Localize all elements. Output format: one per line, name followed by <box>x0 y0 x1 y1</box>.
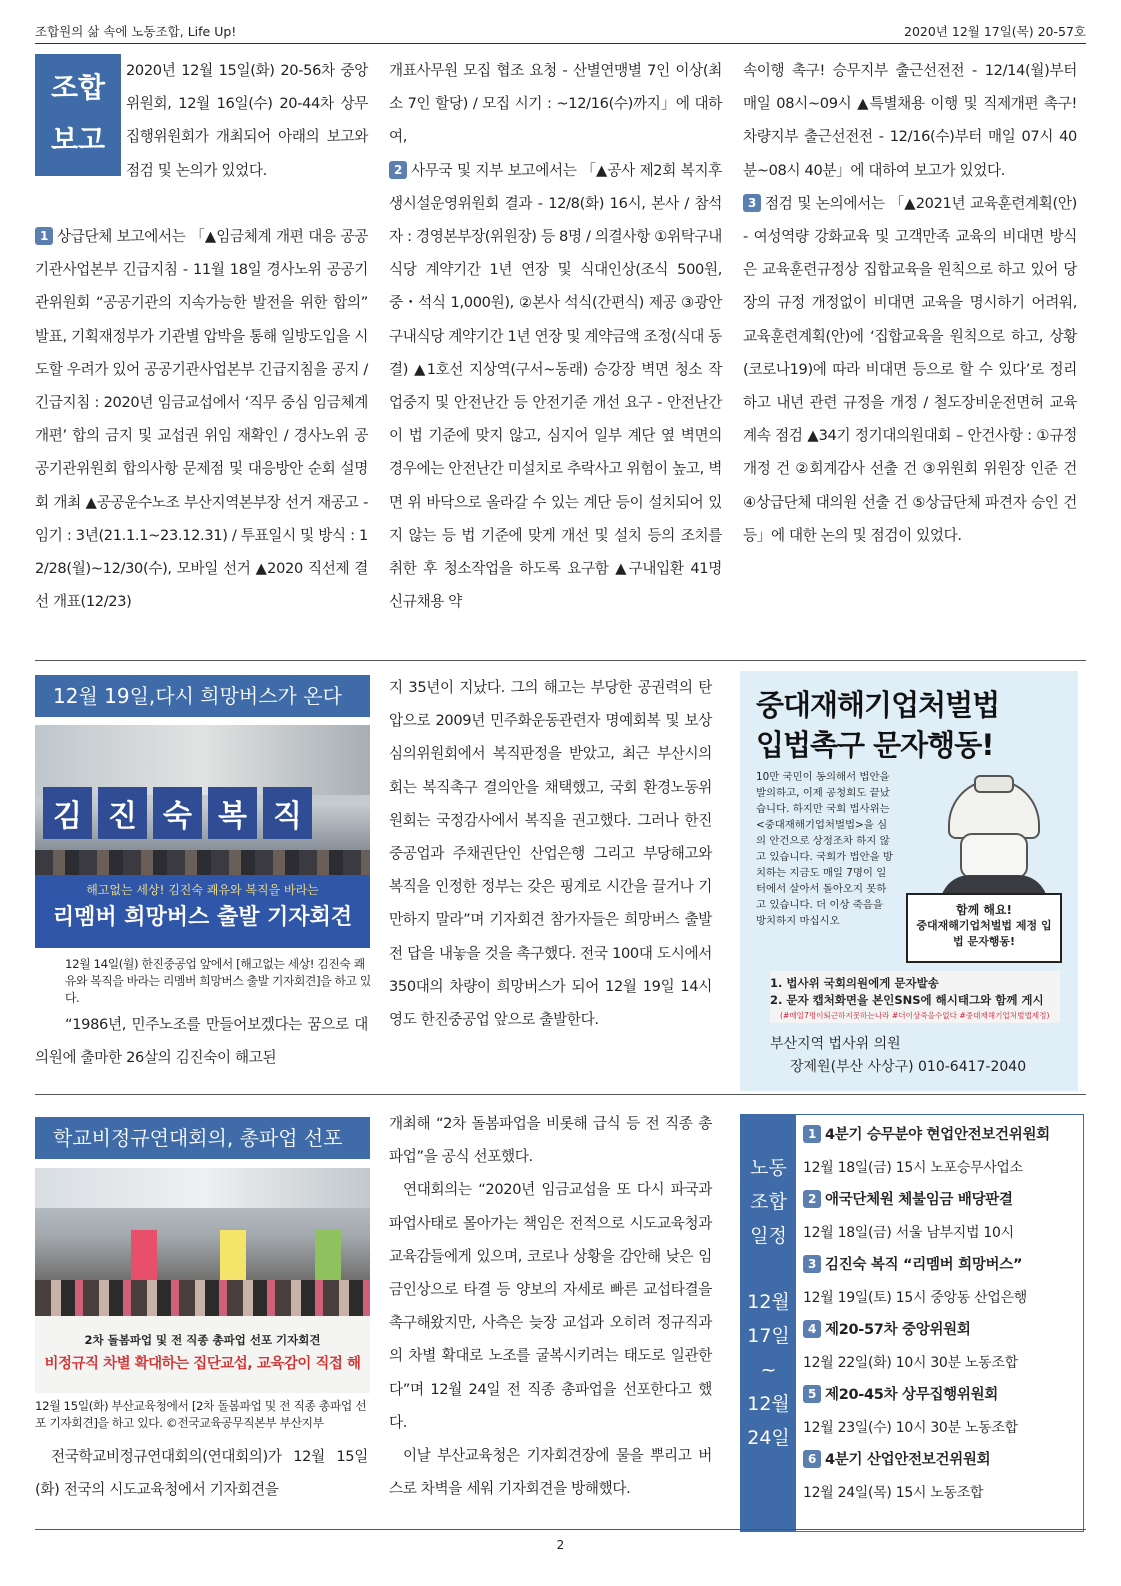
schedule-side-date-line: ~ <box>760 1359 777 1381</box>
schedule-side-title-line: 노동 <box>750 1157 787 1179</box>
schedule-side-title-line: 일정 <box>750 1225 787 1247</box>
school-title: 학교비정규연대회의, 총파업 선포 <box>35 1117 370 1159</box>
schedule-item <box>803 1446 1079 1511</box>
schedule-item-detail: 12월 22일(화) 10시 30분 노동조합 <box>803 1355 1018 1371</box>
poster-steps-box <box>770 971 1060 1023</box>
report-badge <box>35 54 121 176</box>
poster-text: 10만 국민이 동의해서 법안을 발의하고, 이제 공청회도 끝났습니다. 하지만 국회 법사위는 <중대재해기업처벌법>을 심의 안건으로 상정조차 하지 않고 있습니다. 국회가 법안을 방치하는 지금도 매일 7명이 일터에서 살아서 돌아오지 못하고 있습니다. 더 이상 죽음을 방치하지 마십시오 <box>756 771 893 927</box>
bus-body-left: “1986년, 민주노조를 만들어보겠다는 꿈으로 대의원에 출마한 26살의 김진숙이 해고된 <box>35 1016 368 1067</box>
schedule-item-detail: 12월 19일(토) 15시 중앙동 산업은행 <box>803 1290 1028 1306</box>
schedule-item-number: 1 <box>803 1125 821 1143</box>
schedule-side-panel <box>741 1115 796 1531</box>
schedule-item-title <box>803 1251 1079 1280</box>
schedule-side-date-line: 17일 <box>747 1325 790 1347</box>
bus-photo-sign <box>43 787 312 839</box>
poster-sign-2: 중대재해기업처벌법 제정 입법 문자행동! <box>916 919 1052 948</box>
schedule-list <box>803 1121 1079 1511</box>
bus-photo-banner-main: 리멤버 희망버스 출발 기자회견 <box>52 905 353 930</box>
header-issue-date: 2020년 12월 17일(목) 20-57호 <box>904 24 1086 39</box>
schedule-item-title <box>803 1381 1079 1410</box>
poster-title-2: 입법촉구 문자행동! <box>756 728 994 762</box>
page-footer <box>35 1529 1086 1552</box>
schedule-item-number: 2 <box>803 1190 821 1208</box>
schedule-item-detail: 12월 23일(수) 10시 30분 노동조합 <box>803 1420 1018 1436</box>
poster-hashtags: (#매일7명이퇴근하지못하는나라 #더이상죽을수없다 #중대재해기업처벌법제정) <box>780 1011 1050 1020</box>
schedule-item <box>803 1381 1079 1446</box>
schedule-item <box>803 1121 1079 1186</box>
schedule-item-title-text: 4분기 산업안전보건위원회 <box>825 1452 991 1468</box>
bus-body-right: 지 35년이 지났다. 그의 해고는 부당한 공권력의 탄압으로 2009년 민주화운동관련자 명예회복 및 보상심의위원회에서 복직판정을 받았고, 최근 부산시의회는 복직촉구 결의안을 채택했고, 국회 환경노동위원회는 국정감사에서 복직을 권고했다. 그러나 한진중공업과 주채권단인 산업은행 그리고 부당해고와 복직을 인정한 정부는 갖은 핑계로 시간을 끌거나 기만하지 말라”며 기자회견 참가자들은 희망버스 출발 전 답을 내놓을 것을 촉구했다. 전국 100대 도시에서 350대의 차량이 희망버스가 되어 12월 19일 14시 영도 한진중공업 앞으로 출발한다. <box>389 679 712 1029</box>
bus-photo-sign-char: 김 <box>43 787 92 839</box>
section-divider-2 <box>35 1094 1086 1095</box>
report-number-2: 2 <box>389 161 407 179</box>
school-photo-banner <box>35 1316 370 1393</box>
report-badge-line2: 보고 <box>50 123 106 156</box>
report-col2 <box>389 54 722 618</box>
poster-sign-board <box>906 893 1062 963</box>
report-col2-body: 사무국 및 지부 보고에서는 「▲공사 제2회 복지후생시설운영위원회 결과 - 12/8(화) 16시, 본사 / 참석자 : 경영본부장(위원장) 등 8명 / 의결사항 ①위탁구내식당 계약기간 1년 연장 및 식대인상(조식 500원, 중・석식 1,000원), ②본사 석식(간편식) 제공 ③광안구내식당 계약기간 1년 연장 및 계약금액 조정(식대 동결) ▲1호선 지상역(구서~동래) 승강장 벽면 청소 작업중지 및 안전난간 등 안전기준 개선 요구 - 안전난간이 법 기준에 맞지 않고, 심지어 일부 계단 옆 벽면의 경우에는 안전난간 미설치로 추락사고 위험이 높고, 벽면 위 바닥으로 올라갈 수 있는 계단 등이 설치되어 있지 않는 등 법 기준에 맞게 개선 및 설치 등의 조치를 취한 후 청소작업을 하도록 요구함 ▲구내입환 41명 신규채용 약 <box>389 161 723 611</box>
report-badge-line1: 조합 <box>50 71 106 104</box>
page-number: 2 <box>556 1538 565 1552</box>
report-col3 <box>743 54 1077 552</box>
poster-contact-2: 장제원(부산 사상구) 010-6417-2040 <box>790 1059 1027 1075</box>
schedule-item-title-text: 제20-45차 상무집행위원회 <box>825 1387 998 1403</box>
school-body-left: 전국학교비정규연대회의(연대회의)가 12월 15일(화) 전국의 시도교육청에서 기자회견을 <box>35 1448 368 1499</box>
bus-photo-banner-small: 해고없는 세상! 김진숙 쾌유와 복직을 바라는 <box>86 883 319 897</box>
school-body-para-1: 개최해 “2차 돌봄파업을 비롯해 급식 등 전 직종 총파업”을 공식 선포했다. <box>389 1115 712 1166</box>
report-number-3: 3 <box>743 194 761 212</box>
schedule-item-detail: 12월 18일(금) 서울 남부지법 10시 <box>803 1225 1014 1241</box>
bus-photo-sign-char: 직 <box>263 787 312 839</box>
poster-step-1: 1. 법사위 국회의원에게 문자발송 <box>770 976 939 990</box>
schedule-item-title <box>803 1316 1079 1345</box>
school-photo-banner-small: 2차 돌봄파업 및 전 직종 총파업 선포 기자회견 <box>84 1333 321 1347</box>
schedule-item-title-text: 4분기 승무분야 현업안전보건위원회 <box>825 1127 1050 1143</box>
school-body-right <box>389 1107 712 1505</box>
schedule-item-detail: 12월 18일(금) 15시 노포승무사업소 <box>803 1160 1023 1176</box>
school-photo-caption: 12월 15일(화) 부산교육청에서 [2차 돌봄파업 및 전 직종 총파업 선포 기자회견]을 하고 있다. ©전국교육공무직본부 부산지부 <box>35 1399 367 1430</box>
report-col3-top: 속이행 촉구! 승무지부 출근선전전 - 12/14(월)부터 매일 08시~09시 ▲특별채용 이행 및 직제개편 촉구! 차량지부 출근선전전 - 12/16(수)부터 매일 07시 40분~08시 40분」에 대하여 보고가 있었다. <box>743 62 1077 179</box>
schedule-item-title <box>803 1446 1079 1475</box>
report-col1 <box>35 220 368 618</box>
header-slogan: 조합원의 삶 속에 노동조합, Life Up! <box>35 24 237 39</box>
union-schedule-box <box>740 1114 1084 1532</box>
poster-sign-1: 함께 해요! <box>955 903 1013 917</box>
law-campaign-poster <box>740 671 1078 1091</box>
poster-step-2: 2. 문자 캡처화면을 본인SNS에 해시태그와 함께 게시 <box>770 993 1044 1007</box>
schedule-side-title <box>741 1115 796 1253</box>
schedule-item-title-text: 김진숙 복직 “리멤버 희망버스” <box>825 1257 1023 1273</box>
schedule-item-detail: 12월 24일(목) 15시 노동조합 <box>803 1485 984 1501</box>
school-photo <box>35 1168 370 1393</box>
bus-photo-sign-char: 복 <box>208 787 257 839</box>
bus-photo-caption: 12월 14일(월) 한진중공업 앞에서 [해고없는 세상! 김진숙 쾌유와 복직을 바라는 리멤버 희망버스 출발 기자회견]을 하고 있다. <box>65 957 371 1005</box>
bus-photo <box>35 725 370 948</box>
page-header <box>35 20 1086 44</box>
schedule-item-title <box>803 1121 1079 1150</box>
schedule-side-date-line: 24일 <box>747 1427 790 1449</box>
school-body-para-2: 연대회의는 “2020년 임금교섭을 또 다시 파국과 파업사태로 몰아가는 책임은 전적으로 시도교육청과 교육감들에게 있으며, 코로나 상황을 감안해 낮은 임금인상으로 타결 등 양보의 자세로 빠른 교섭타결을 촉구해왔지만, 사측은 늦장 교섭과 오히려 정규직과의 차별 확대로 노조를 굴복시키려는 태도로 일관한다”며 12월 24일 전 직종 총파업을 선포한다고 했다. <box>389 1181 712 1431</box>
report-col3-body: 점검 및 논의에서는 「▲2021년 교육훈련계획(안) - 여성역량 강화교육 및 고객만족 교육의 비대면 방식은 교육훈련규정상 집합교육을 원칙으로 하고 있어 당장의 규정 개정없이 비대면 교육을 명시하기 어려워, 교육훈련계획(안)에 ‘집합교육을 원칙으로 하고, 상황(코로나19)에 따라 비대면 등으로 할 수 있다’로 정리하고 내년 관련 규정을 개정 / 철도장비운전면허 교육 계속 점검 ▲34기 정기대의원대회 – 안건사항 : ①규정 개정 건 ②회계감사 선출 건 ③위원회 위원장 인준 건 ④상급단체 대의원 선출 건 ⑤상급단체 파견자 승인 건 등」에 대한 논의 및 점검이 있었다. <box>743 194 1077 544</box>
schedule-item-number: 4 <box>803 1320 821 1338</box>
schedule-side-date-line: 12월 <box>747 1393 790 1415</box>
schedule-item-title-text: 애국단체원 체불임금 배당판결 <box>825 1192 1013 1208</box>
bus-photo-sign-char: 숙 <box>153 787 202 839</box>
school-photo-banner-main: 비정규직 차별 확대하는 집단교섭, 교육감이 직접 해 <box>44 1356 361 1372</box>
poster-title-1: 중대재해기업처벌법 <box>756 688 1000 722</box>
schedule-item <box>803 1316 1079 1381</box>
report-number-1: 1 <box>35 227 53 245</box>
bus-photo-sign-char: 진 <box>98 787 147 839</box>
schedule-item-title-text: 제20-57차 중앙위원회 <box>825 1322 971 1338</box>
schedule-item-number: 3 <box>803 1255 821 1273</box>
schedule-item-number: 6 <box>803 1450 821 1468</box>
schedule-side-date-line: 12월 <box>747 1291 790 1313</box>
schedule-item-title <box>803 1186 1079 1215</box>
schedule-item <box>803 1251 1079 1316</box>
section-divider-1 <box>35 660 1086 661</box>
report-col2-top: 개표사무원 모집 협조 요청 - 산별연맹별 7인 이상(최소 7인 할당) / 모집 시기 : ~12/16(수)까지」에 대하여, <box>389 62 722 146</box>
poster-contact-1: 부산지역 법사위 의원 <box>770 1036 901 1052</box>
report-col1-body: 상급단체 보고에서는 「▲임금체계 개편 대응 공공기관사업본부 긴급지침 - 11월 18일 경사노위 공공기관위원회 “공공기관의 지속가능한 발전을 위한 합의” 발표, 기획재정부가 기관별 압박을 통해 일방도입을 시도할 우려가 있어 공공기관사업본부 긴급지침을 공지 / 긴급지침 : 2020년 임금교섭에서 ‘직무 중심 임금체계 개편’ 합의 금지 및 교섭권 위임 재확인 / 경사노위 공공기관위원회 합의사항 문제점 및 대응방안 순회 설명회 개최 ▲공공운수노조 부산지역본부장 선거 재공고 - 임기 : 3년(21.1.1~23.12.31) / 투표일시 및 방식 : 12/28(월)~12/30(수), 모바일 선거 ▲2020 직선제 결선 개표(12/23) <box>35 228 368 611</box>
schedule-side-title-line: 조합 <box>750 1191 787 1213</box>
school-body-para-3: 이날 부산교육청은 기자회견장에 물을 뿌리고 버스로 차벽을 세워 기자회견을 방해했다. <box>389 1447 712 1498</box>
schedule-side-dates <box>741 1253 796 1455</box>
bus-title: 12월 19일,다시 희망버스가 온다 <box>35 675 370 717</box>
schedule-item <box>803 1186 1079 1251</box>
bus-photo-banner <box>35 875 370 948</box>
schedule-item-number: 5 <box>803 1385 821 1403</box>
report-intro: 2020년 12월 15일(화) 20-56차 중앙위원회, 12월 16일(수) 20-44차 상무집행위원회가 개최되어 아래의 보고와 점검 및 논의가 있었다. <box>126 62 368 179</box>
